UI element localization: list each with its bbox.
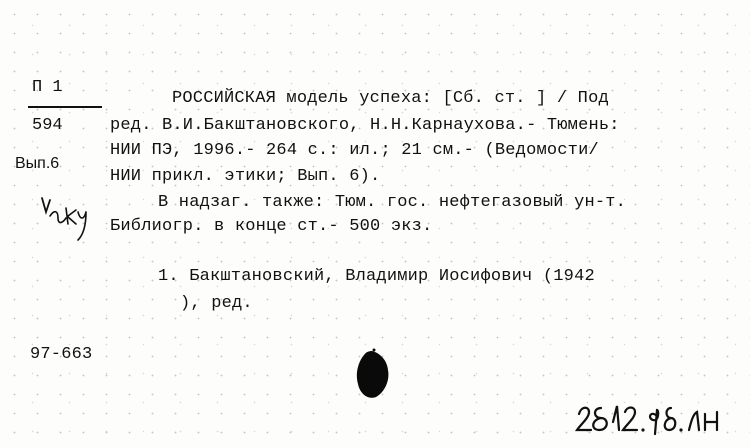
tracing-line-1: 1. Бакштановский, Владимир Иосифович (1942: [158, 267, 595, 286]
shelf-mark-divider: [28, 106, 102, 108]
ink-blot: [352, 348, 392, 400]
record-line-4: НИИ прикл. этики; Вып. 6).: [110, 167, 381, 186]
shelf-mark-top: П 1: [32, 78, 63, 97]
volume-mark: Вып.6: [15, 155, 60, 172]
record-line-1: РОССИЙСКАЯ модель успеха: [Сб. ст. ] / Под: [172, 89, 609, 108]
shelf-mark-bottom: 594: [32, 116, 63, 135]
record-note-line-1: В надзаг. также: Тюм. гос. нефтегазовый ун-т.: [158, 193, 627, 212]
handwritten-margin-mark: [36, 190, 106, 245]
record-line-3: НИИ ПЭ, 1996.- 264 с.: ил.; 21 см.- (Ведомости/: [110, 141, 599, 160]
tracing-line-2: ), ред.: [180, 294, 253, 313]
record-note-line-2: Библиогр. в конце ст.- 500 экз.: [110, 217, 433, 236]
accession-number: 97-663: [30, 345, 93, 364]
handwritten-date-signature: [573, 400, 723, 440]
record-line-2: ред. В.И.Бакштановского, Н.Н.Карнаухова.- Тюмень:: [110, 116, 620, 135]
